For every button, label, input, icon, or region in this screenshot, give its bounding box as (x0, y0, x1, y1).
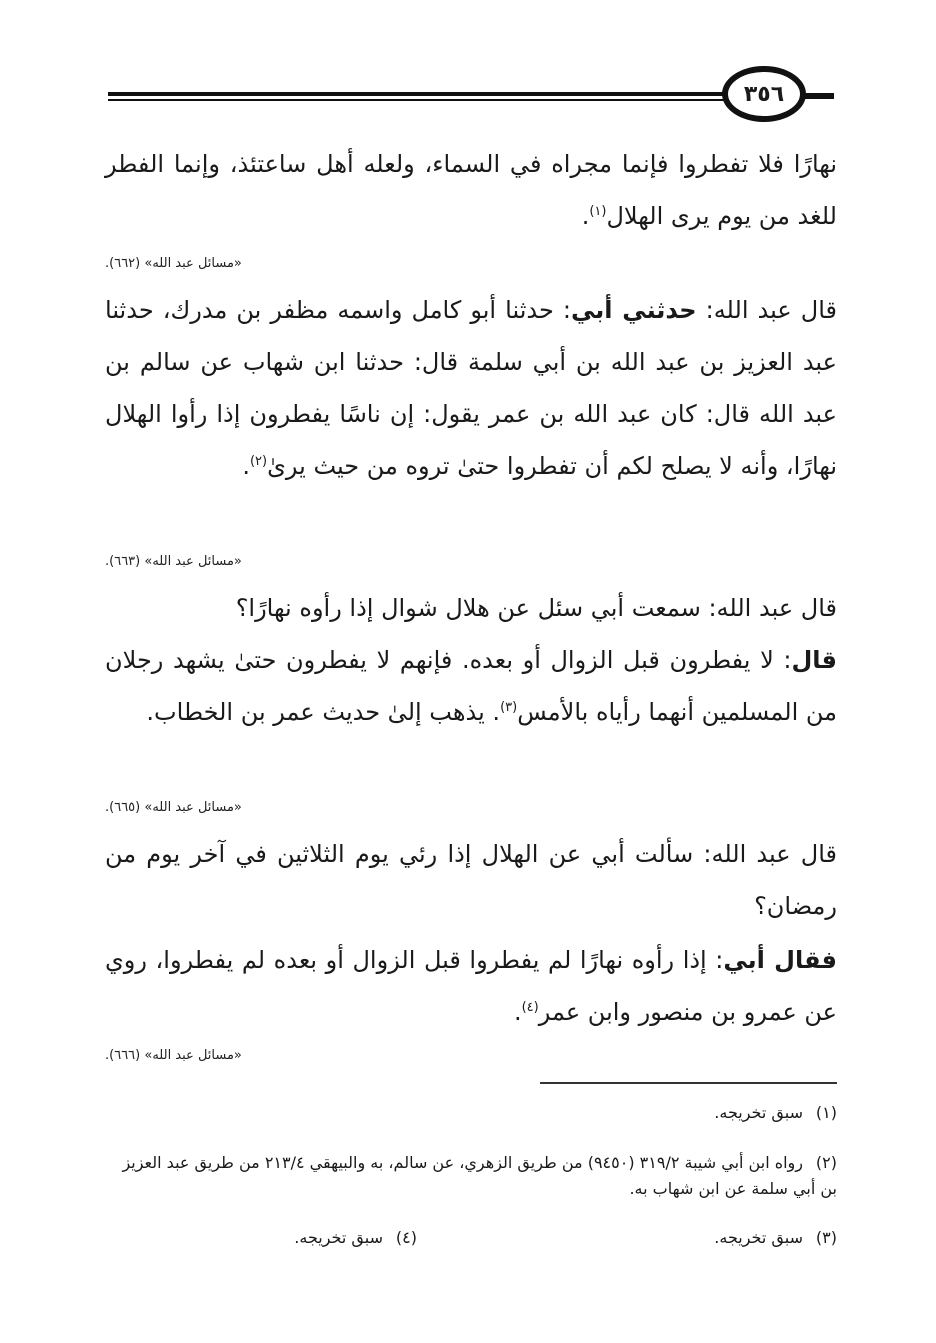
header-rule-thin (108, 99, 738, 101)
paragraph-2-bold: حدثني أبي (570, 296, 697, 324)
footnote-1 (105, 1100, 837, 1126)
header-rule (108, 92, 738, 102)
footnote-4-number: (٤) (395, 1228, 417, 1247)
footnote-3-text: سبق تخريجه. (714, 1228, 803, 1247)
footnote-2 (105, 1150, 837, 1202)
paragraph-6 (105, 934, 837, 1038)
footnote-ref-1[interactable]: (١) (589, 204, 607, 219)
footnote-4 (294, 1225, 417, 1251)
footnote-3 (714, 1225, 837, 1251)
paragraph-1-end: . (581, 202, 590, 230)
footnote-1-number: (١) (815, 1103, 837, 1122)
page-number: ٣٥٦ (722, 66, 806, 122)
paragraph-2-text: : حدثنا أبو كامل واسمه مظفر بن مدرك، حدثنا عبد العزيز بن عبد الله بن أبي سلمة قال: حدثنا ابن شهاب عن سالم بن عبد الله قال: كان عبد الله بن عمر يقول: إن ناسًا يفطرون إذا رأوا الهلال نهارًا، وأنه لا يصلح لكم أن تفطروا حتىٰ تروه من حيث يرىٰ (105, 296, 837, 480)
paragraph-3 (105, 582, 837, 634)
footnote-2-text: رواه ابن أبي شيبة ٣١٩/٢ (٩٤٥٠) من طريق الزهري، عن سالم، به والبيهقي ٢١٣/٤ من طريق عبد العزيز بن أبي سلمة عن ابن شهاب به. (122, 1153, 837, 1198)
header-rule-thick (108, 92, 738, 96)
source-citation-1: «مسائل عبد الله» (٦٦٢). (105, 256, 242, 271)
paragraph-3-text: قال عبد الله: سمعت أبي سئل عن هلال شوال إذا رأوه نهارًا؟ (235, 594, 837, 622)
source-citation-4: «مسائل عبد الله» (٦٦٦). (105, 1048, 242, 1063)
footnote-4-text: سبق تخريجه. (294, 1228, 383, 1247)
footnote-3-number: (٣) (815, 1228, 837, 1247)
footnote-ref-4[interactable]: (٤) (521, 1000, 539, 1015)
paragraph-4-text: : لا يفطرون قبل الزوال أو بعده. فإنهم لا يفطرون حتىٰ يشهد رجلان من المسلمين أنهما رأياه بالأمس (105, 646, 837, 726)
paragraph-2 (105, 284, 837, 492)
paragraph-4 (105, 634, 837, 738)
footnote-divider (540, 1082, 837, 1084)
paragraph-5-text: قال عبد الله: سألت أبي عن الهلال إذا رئي يوم الثلاثين في آخر يوم من رمضان؟ (105, 840, 837, 920)
paragraph-2-end: . (242, 452, 250, 480)
footnote-ref-3[interactable]: (٣) (500, 700, 518, 715)
paragraph-4-bold: قال (791, 646, 837, 674)
paragraph-4-end: . يذهب إلىٰ حديث عمر بن الخطاب. (146, 698, 501, 726)
paragraph-6-bold: فقال أبي (723, 946, 838, 974)
paragraph-1 (105, 138, 837, 242)
footnote-2-number: (٢) (815, 1153, 837, 1172)
source-citation-2: «مسائل عبد الله» (٦٦٣). (105, 554, 242, 569)
footnote-ref-2[interactable]: (٢) (249, 454, 268, 469)
footnote-1-text: سبق تخريجه. (714, 1103, 803, 1122)
paragraph-2-lead: قال عبد الله: (696, 296, 837, 324)
paragraph-6-end: . (513, 998, 522, 1026)
paragraph-6-text: : إذا رأوه نهارًا لم يفطروا قبل الزوال أو بعده لم يفطروا، روي عن عمرو بن منصور وابن عمر (105, 946, 837, 1026)
paragraph-1-text: نهارًا فلا تفطروا فإنما مجراه في السماء، ولعله أهل ساعتئذ، وإنما الفطر للغد من يوم يرى الهلال (105, 150, 837, 230)
source-citation-3: «مسائل عبد الله» (٦٦٥). (105, 800, 242, 815)
paragraph-5 (105, 828, 837, 932)
